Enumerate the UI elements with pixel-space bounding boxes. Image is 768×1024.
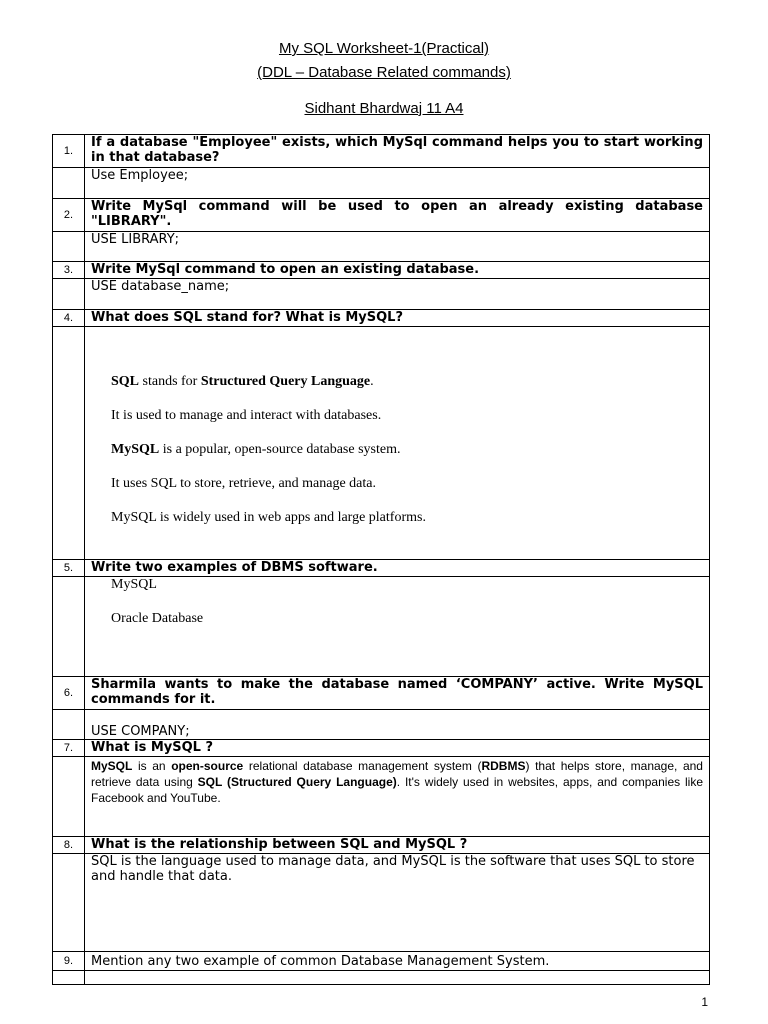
student-name: Sidhant Bhardwaj 11 A4 [304, 100, 464, 117]
page-number: 1 [701, 995, 708, 1009]
answer-block [85, 577, 710, 677]
question-row [53, 199, 710, 232]
question-number: 9. [53, 952, 85, 971]
answer-line: It uses SQL to store, retrieve, and manage data. [111, 476, 377, 491]
answer-row [53, 757, 710, 837]
question-text: If a database "Employee" exists, which MySql command helps you to start working in that database? [85, 135, 710, 168]
answer-row [53, 854, 710, 952]
question-text: What is the relationship between SQL and MySQL ? [85, 837, 710, 854]
answer-block [85, 757, 710, 837]
question-row [53, 837, 710, 854]
answer-row [53, 577, 710, 677]
question-number: 6. [53, 677, 85, 710]
worksheet-table [52, 134, 710, 985]
question-text: What is MySQL ? [85, 740, 710, 757]
answer-line: It is used to manage and interact with databases. [111, 408, 382, 423]
question-text: Mention any two example of common Database Management System. [85, 952, 710, 971]
answer-line: MySQL is a popular, open-source database system. [111, 442, 401, 457]
question-row [53, 952, 710, 971]
question-text: Sharmila wants to make the database named ‘COMPANY’ active. Write MySQL commands for it. [85, 677, 710, 710]
answer-text: USE LIBRARY; [85, 232, 710, 262]
question-text: Write MySql command will be used to open an already existing database "LIBRARY". [85, 199, 710, 232]
question-number: 3. [53, 262, 85, 279]
question-text: Write MySql command to open an existing database. [85, 262, 710, 279]
question-row [53, 262, 710, 279]
answer-paragraph: MySQL is an open-source relational database management system (RDBMS) that helps store, manage, and retrieve data using SQL (Structured Query Language). It's widely used in websites, apps, and companies like Facebook and YouTube. [91, 759, 703, 805]
answer-text: USE database_name; [85, 279, 710, 310]
question-number: 7. [53, 740, 85, 757]
question-row [53, 310, 710, 327]
question-number: 8. [53, 837, 85, 854]
worksheet-title: My SQL Worksheet-1(Practical) [278, 40, 490, 57]
question-row [53, 560, 710, 577]
answer-line: SQL stands for Structured Query Language. [111, 374, 374, 389]
question-number: 1. [53, 135, 85, 168]
question-row [53, 135, 710, 168]
answer-row [53, 232, 710, 262]
answer-line: MySQL is widely used in web apps and large platforms. [111, 510, 426, 525]
question-text: Write two examples of DBMS software. [85, 560, 710, 577]
question-number: 2. [53, 199, 85, 232]
answer-block [85, 327, 710, 560]
answer-row [53, 710, 710, 740]
answer-row [53, 168, 710, 199]
answer-row [53, 279, 710, 310]
answer-row [53, 327, 710, 560]
answer-text: Use Employee; [85, 168, 710, 199]
answer-line: Oracle Database [111, 611, 204, 626]
question-row [53, 677, 710, 710]
question-text: What does SQL stand for? What is MySQL? [85, 310, 710, 327]
answer-line: MySQL [111, 577, 157, 592]
worksheet-subtitle: (DDL – Database Related commands) [257, 64, 511, 81]
question-number: 5. [53, 560, 85, 577]
question-row [53, 740, 710, 757]
answer-row [53, 971, 710, 985]
question-number: 4. [53, 310, 85, 327]
answer-text: USE COMPANY; [85, 710, 710, 740]
answer-text: SQL is the language used to manage data, and MySQL is the software that uses SQL to store and handle that data. [85, 854, 710, 952]
